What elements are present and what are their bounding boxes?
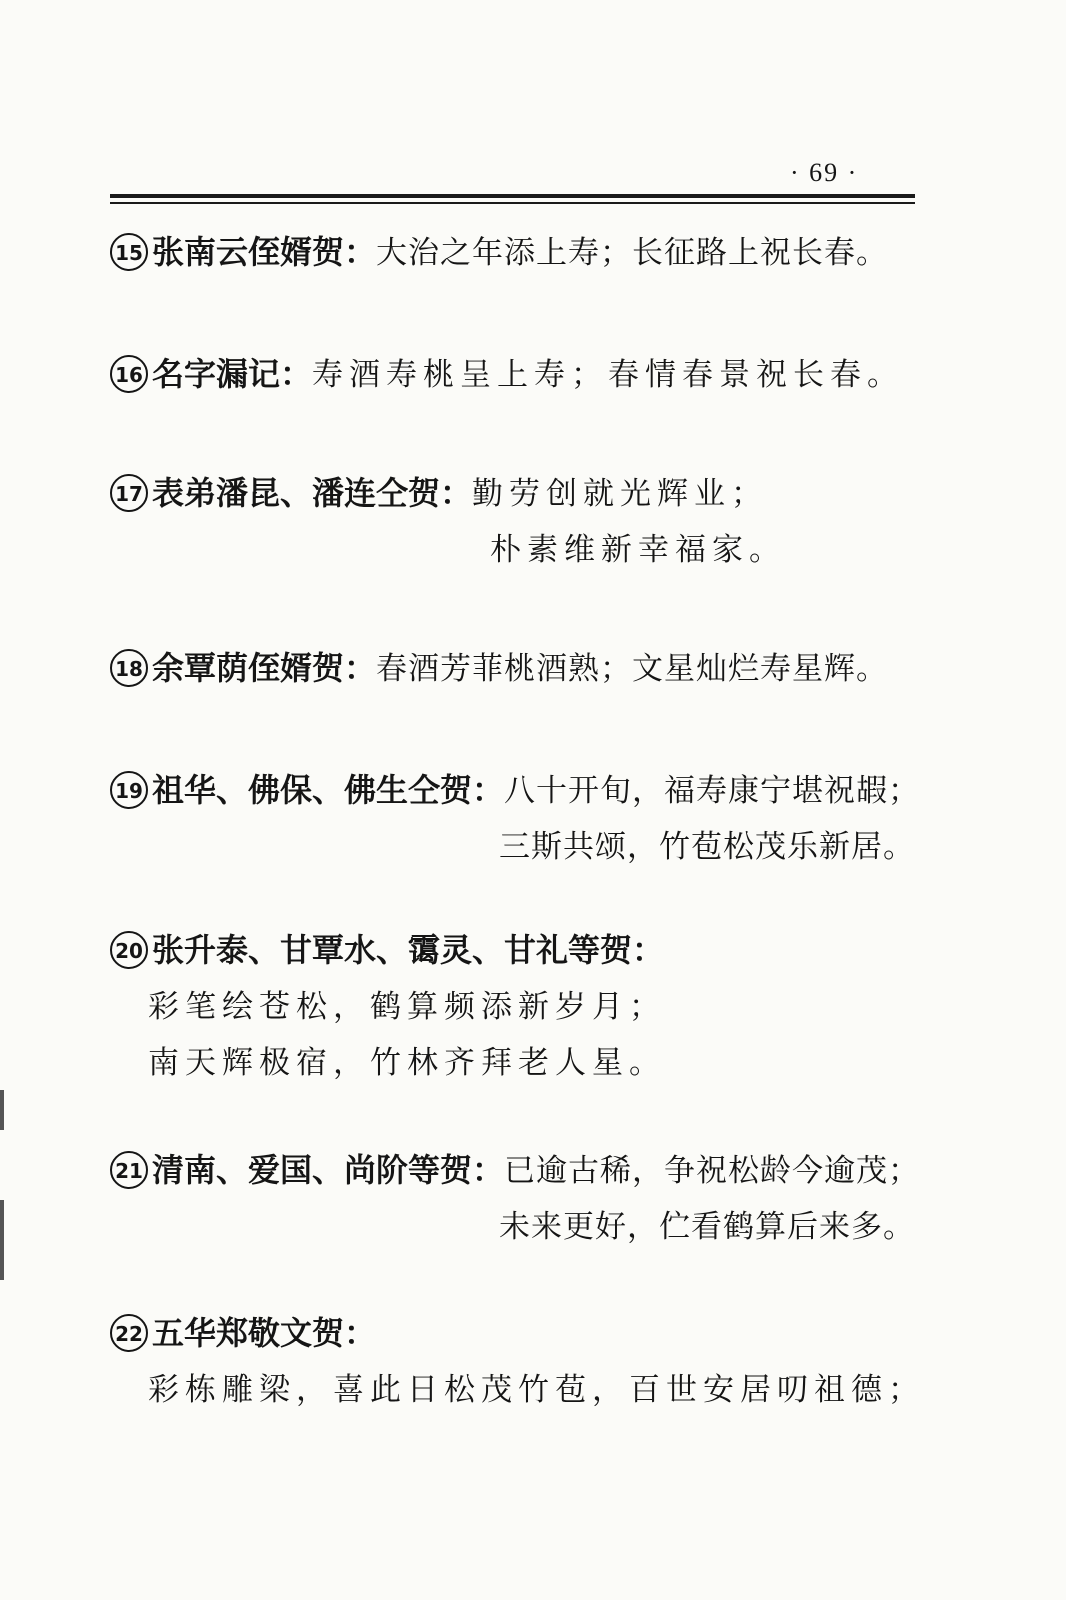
header-rule-thin: [110, 202, 915, 204]
header-rule-thick: [110, 194, 915, 198]
entry-text: 大治之年添上寿；长征路上祝长春。: [376, 235, 889, 271]
entry-heading: 名字漏记：: [152, 355, 313, 393]
entry-text: 彩栋雕梁，喜此日松茂竹苞，百世安居叨祖德；: [148, 1372, 925, 1408]
scan-edge-mark: [0, 1090, 4, 1130]
entry-number: 21: [110, 1151, 148, 1189]
entry-heading: 余覃荫侄婿贺：: [152, 649, 377, 687]
entry-16: [110, 346, 925, 403]
entry-text-line2: 三斯共颂，竹苞松茂乐新居。: [499, 829, 915, 865]
entry-number: 20: [110, 931, 148, 969]
entry-number: 19: [110, 771, 148, 809]
entry-21: [110, 1142, 925, 1255]
entry-text: 寿酒寿桃呈上寿；春情春景祝长春。: [312, 357, 905, 393]
entry-heading: 清南、爱国、尚阶等贺：: [152, 1151, 505, 1189]
entry-text: 彩笔绘苍松，鹤算频添新岁月；: [148, 989, 666, 1025]
entry-number: 22: [110, 1314, 148, 1352]
entry-text-line2: 南天辉极宿，竹林齐拜老人星。: [148, 1045, 666, 1081]
entry-heading: 祖华、佛保、佛生仝贺：: [152, 771, 505, 809]
entry-heading: 五华郑敬文贺：: [152, 1314, 377, 1352]
entry-text: 勤劳创就光辉业；: [472, 476, 769, 512]
page-number: · 69 ·: [790, 158, 859, 187]
entry-text-line2: 未来更好，伫看鹤算后来多。: [499, 1209, 915, 1245]
entry-heading: 张升泰、甘覃水、霭灵、甘礼等贺：: [152, 931, 665, 969]
scan-edge-mark: [0, 1200, 4, 1280]
entry-number: 15: [110, 233, 148, 271]
entry-text: 春酒芳菲桃酒熟；文星灿烂寿星辉。: [376, 651, 889, 687]
entry-text: 八十开旬，福寿康宁堪祝嘏；: [504, 773, 921, 809]
entry-17: [110, 465, 925, 578]
entry-number: 18: [110, 649, 148, 687]
entry-text: 已逾古稀，争祝松龄今逾茂；: [504, 1153, 921, 1189]
entry-20: [110, 922, 925, 1091]
entry-19: [110, 762, 925, 875]
entry-number: 17: [110, 474, 148, 512]
entry-heading: 张南云侄婿贺：: [152, 233, 377, 271]
entry-15: [110, 224, 925, 281]
entry-22: [110, 1305, 925, 1418]
entry-18: [110, 640, 925, 697]
entry-text-line2: 朴素维新幸福家。: [490, 532, 786, 568]
entry-heading: 表弟潘昆、潘连仝贺：: [152, 474, 473, 512]
entry-number: 16: [110, 355, 148, 393]
